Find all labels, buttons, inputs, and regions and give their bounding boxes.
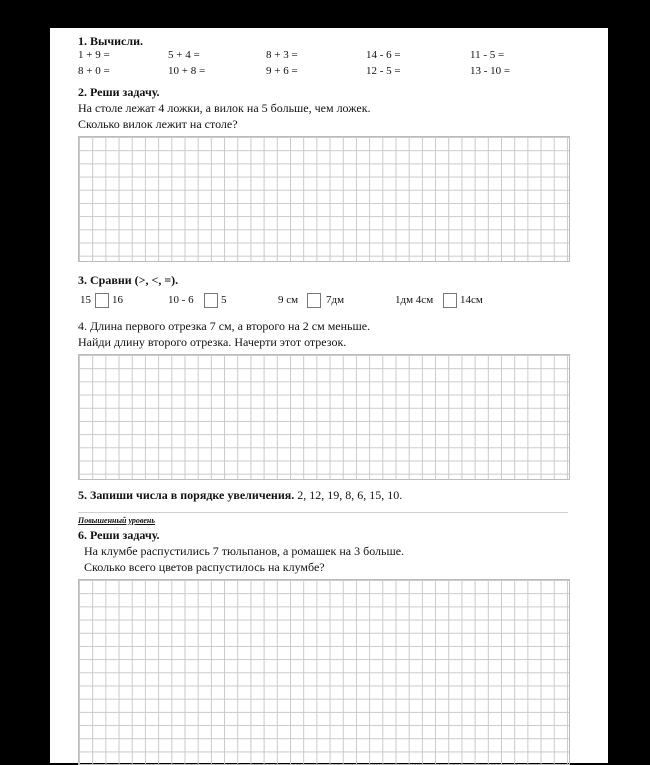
answer-grid <box>78 354 570 480</box>
worksheet-page <box>50 28 608 763</box>
compare-left: 15 <box>80 294 91 306</box>
divider <box>78 512 568 513</box>
answer-grid <box>78 136 570 262</box>
compare-box[interactable] <box>307 293 321 308</box>
task3-title: 3. Сравни (>, <, =). <box>78 273 179 287</box>
compare-left: 9 см <box>278 294 299 306</box>
compare-left: 10 - 6 <box>168 294 194 306</box>
task4-instruction: Найди длину второго отрезка. Начерти этот отрезок. <box>78 335 347 349</box>
task1-expr: 9 + 6 = <box>266 65 298 77</box>
task6-question: Сколько всего цветов распустилось на клумбе? <box>84 560 325 574</box>
task1-expr: 14 - 6 = <box>366 49 401 61</box>
task5-title: 5. Запиши числа в порядке увеличения. <box>78 488 295 502</box>
task1-expr: 1 + 9 = <box>78 49 110 61</box>
task1-expr: 13 - 10 = <box>470 65 511 77</box>
task2-question: Сколько вилок лежит на столе? <box>78 117 238 131</box>
task2-text: На столе лежат 4 ложки, а вилок на 5 больше, чем ложек. <box>78 101 371 115</box>
task1-expr: 5 + 4 = <box>168 49 200 61</box>
task1-expr: 8 + 0 = <box>78 65 110 77</box>
task1-expr: 8 + 3 = <box>266 49 298 61</box>
compare-box[interactable] <box>204 293 218 308</box>
compare-box[interactable] <box>95 293 109 308</box>
task1-expr: 10 + 8 = <box>168 65 206 77</box>
compare-right: 14см <box>460 294 483 306</box>
answer-grid <box>78 579 570 765</box>
task6-text: На клумбе распустились 7 тюльпанов, а ромашек на 3 больше. <box>84 544 405 558</box>
level-label: Повышенный уровень <box>78 516 156 525</box>
task1-expr: 12 - 5 = <box>366 65 401 77</box>
compare-right: 16 <box>112 294 123 306</box>
task5-line <box>78 488 402 503</box>
compare-box[interactable] <box>443 293 457 308</box>
task6-title: 6. Реши задачу. <box>78 528 160 542</box>
task4-text: 4. Длина первого отрезка 7 см, а второго на 2 см меньше. <box>78 319 371 333</box>
task1-title: 1. Вычисли. <box>78 34 144 48</box>
task2-title: 2. Реши задачу. <box>78 85 160 99</box>
compare-left: 1дм 4см <box>395 294 434 306</box>
task1-expr: 11 - 5 = <box>470 49 505 61</box>
task5-numbers: 2, 12, 19, 8, 6, 15, 10. <box>294 488 403 502</box>
compare-right: 7дм <box>326 294 345 306</box>
compare-right: 5 <box>221 294 227 306</box>
